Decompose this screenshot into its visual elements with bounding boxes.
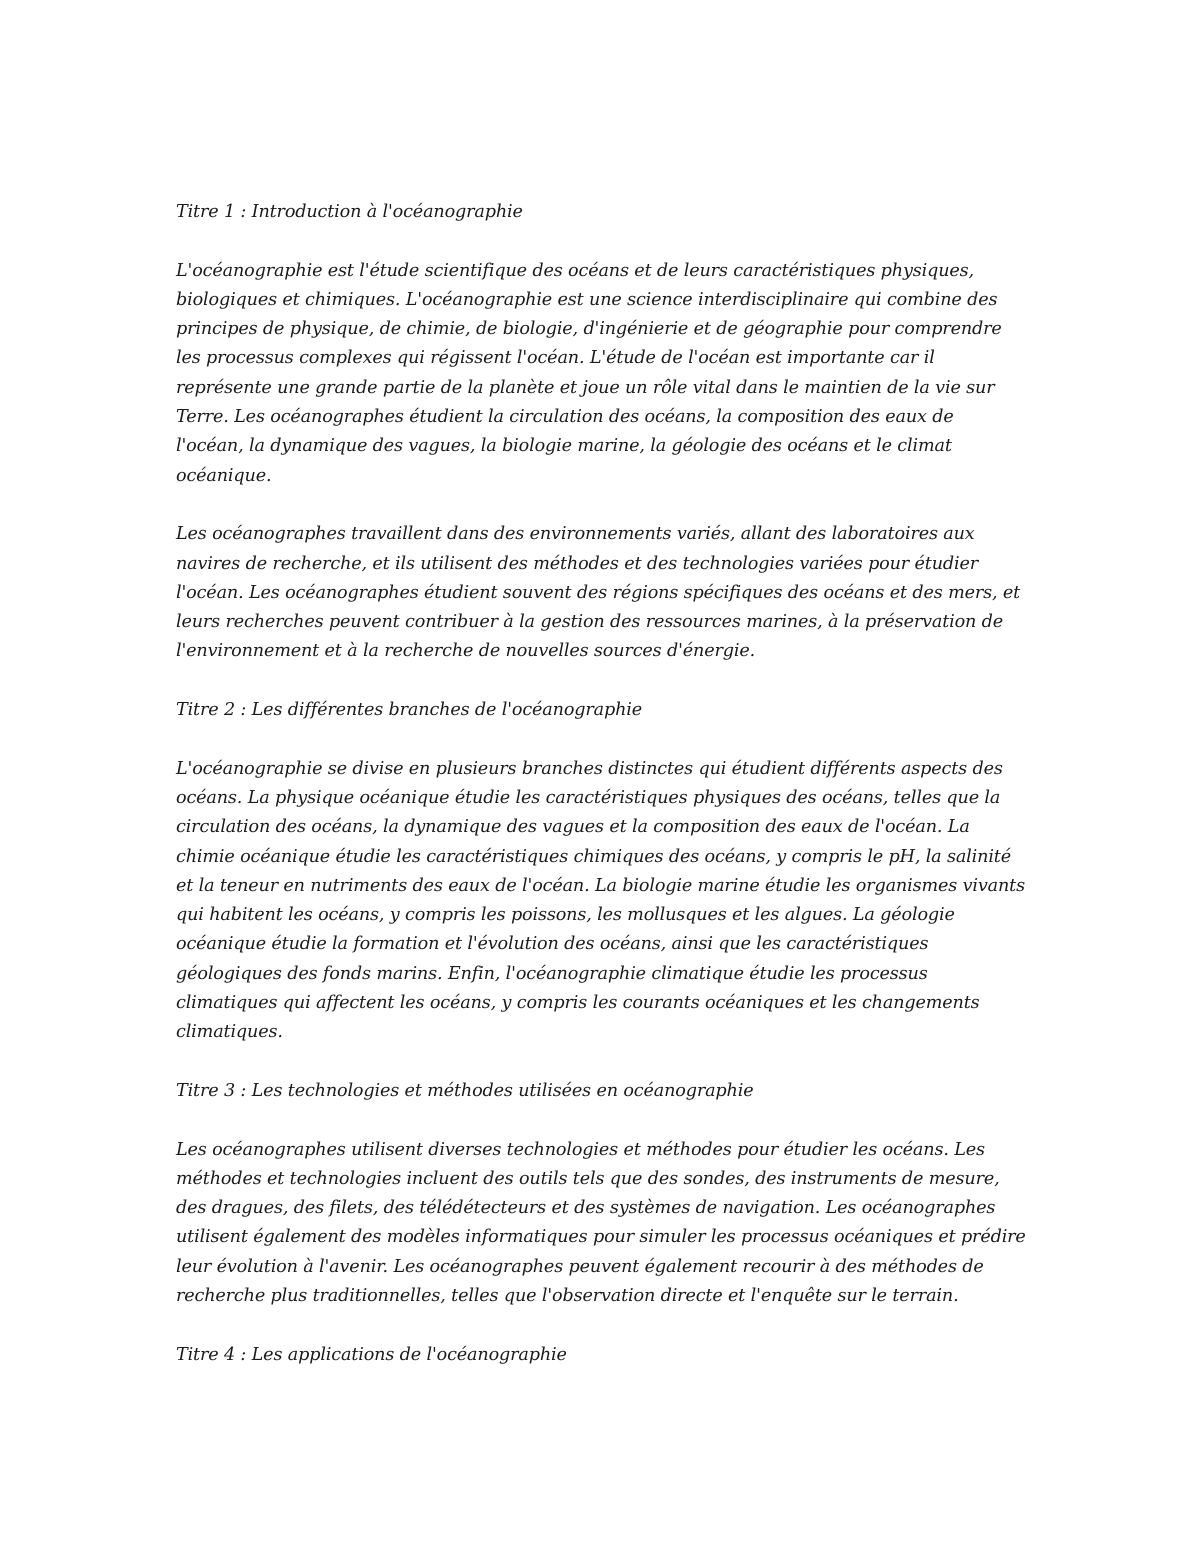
section-heading-2: Titre 2 : Les différentes branches de l'océanographie bbox=[176, 700, 643, 721]
section-1-paragraph-2: Les océanographes travaillent dans des environnements variés, allant des laboratoires aux navires de recherche, et ils utilisent des méthodes et des technologies variées pour étudier l'océan. Les océanographes étudient souvent des régions spécifiques des océans et des mers, et leurs recherches peuvent contribuer à la gestion des ressources marines, à la préservation de l'environnement et à la recherche de nouvelles sources d'énergie. bbox=[176, 524, 1021, 662]
section-heading-1: Titre 1 : Introduction à l'océanographie bbox=[176, 202, 523, 222]
section-heading-3: Titre 3 : Les technologies et méthodes utilisées en océanographie bbox=[176, 1080, 754, 1101]
document-body bbox=[176, 198, 1026, 1399]
section-1-paragraph-1: L'océanographie est l'étude scientifique des océans et de leurs caractéristiques physiques, biologiques et chimiques. L'océanographie est une science interdisciplinaire qui combine des principes de physique, de chimie, de biologie, d'ingénierie et de géographie pour comprendre les processus complexes qui régissent l'océan. L'étude de l'océan est importante car il représente une grande partie de la planète et joue un rôle vital dans le maintien de la vie sur Terre. Les océanographes étudient la circulation des océans, la composition des eaux de l'océan, la dynamique des vagues, la biologie marine, la géologie des océans et le climat océanique. bbox=[176, 260, 1002, 486]
section-3-paragraph-1: Les océanographes utilisent diverses technologies et méthodes pour étudier les océans. Les méthodes et technologies incluent des outils tels que des sondes, des instruments de mesure, des dragues, des filets, des télédétecteurs et des systèmes de navigation. Les océanographes utilisent également des modèles informatiques pour simuler les processus océaniques et prédire leur évolution à l'avenir. Les océanographes peuvent également recourir à des méthodes de recherche plus traditionnelles, telles que l'observation directe et l'enquête sur le terrain. bbox=[176, 1139, 1026, 1306]
section-heading-4: Titre 4 : Les applications de l'océanographie bbox=[176, 1344, 567, 1365]
section-2-paragraph-1: L'océanographie se divise en plusieurs branches distinctes qui étudient différents aspects des océans. La physique océanique étudie les caractéristiques physiques des océans, telles que la circulation des océans, la dynamique des vagues et la composition des eaux de l'océan. La chimie océanique étudie les caractéristiques chimiques des océans, y compris le pH, la salinité et la teneur en nutriments des eaux de l'océan. La biologie marine étudie les organismes vivants qui habitent les océans, y compris les poissons, les mollusques et les algues. La géologie océanique étudie la formation et l'évolution des océans, ainsi que les caractéristiques géologiques des fonds marins. Enfin, l'océanographie climatique étudie les processus climatiques qui affectent les océans, y compris les courants océaniques et les changements climatiques. bbox=[176, 758, 1025, 1043]
